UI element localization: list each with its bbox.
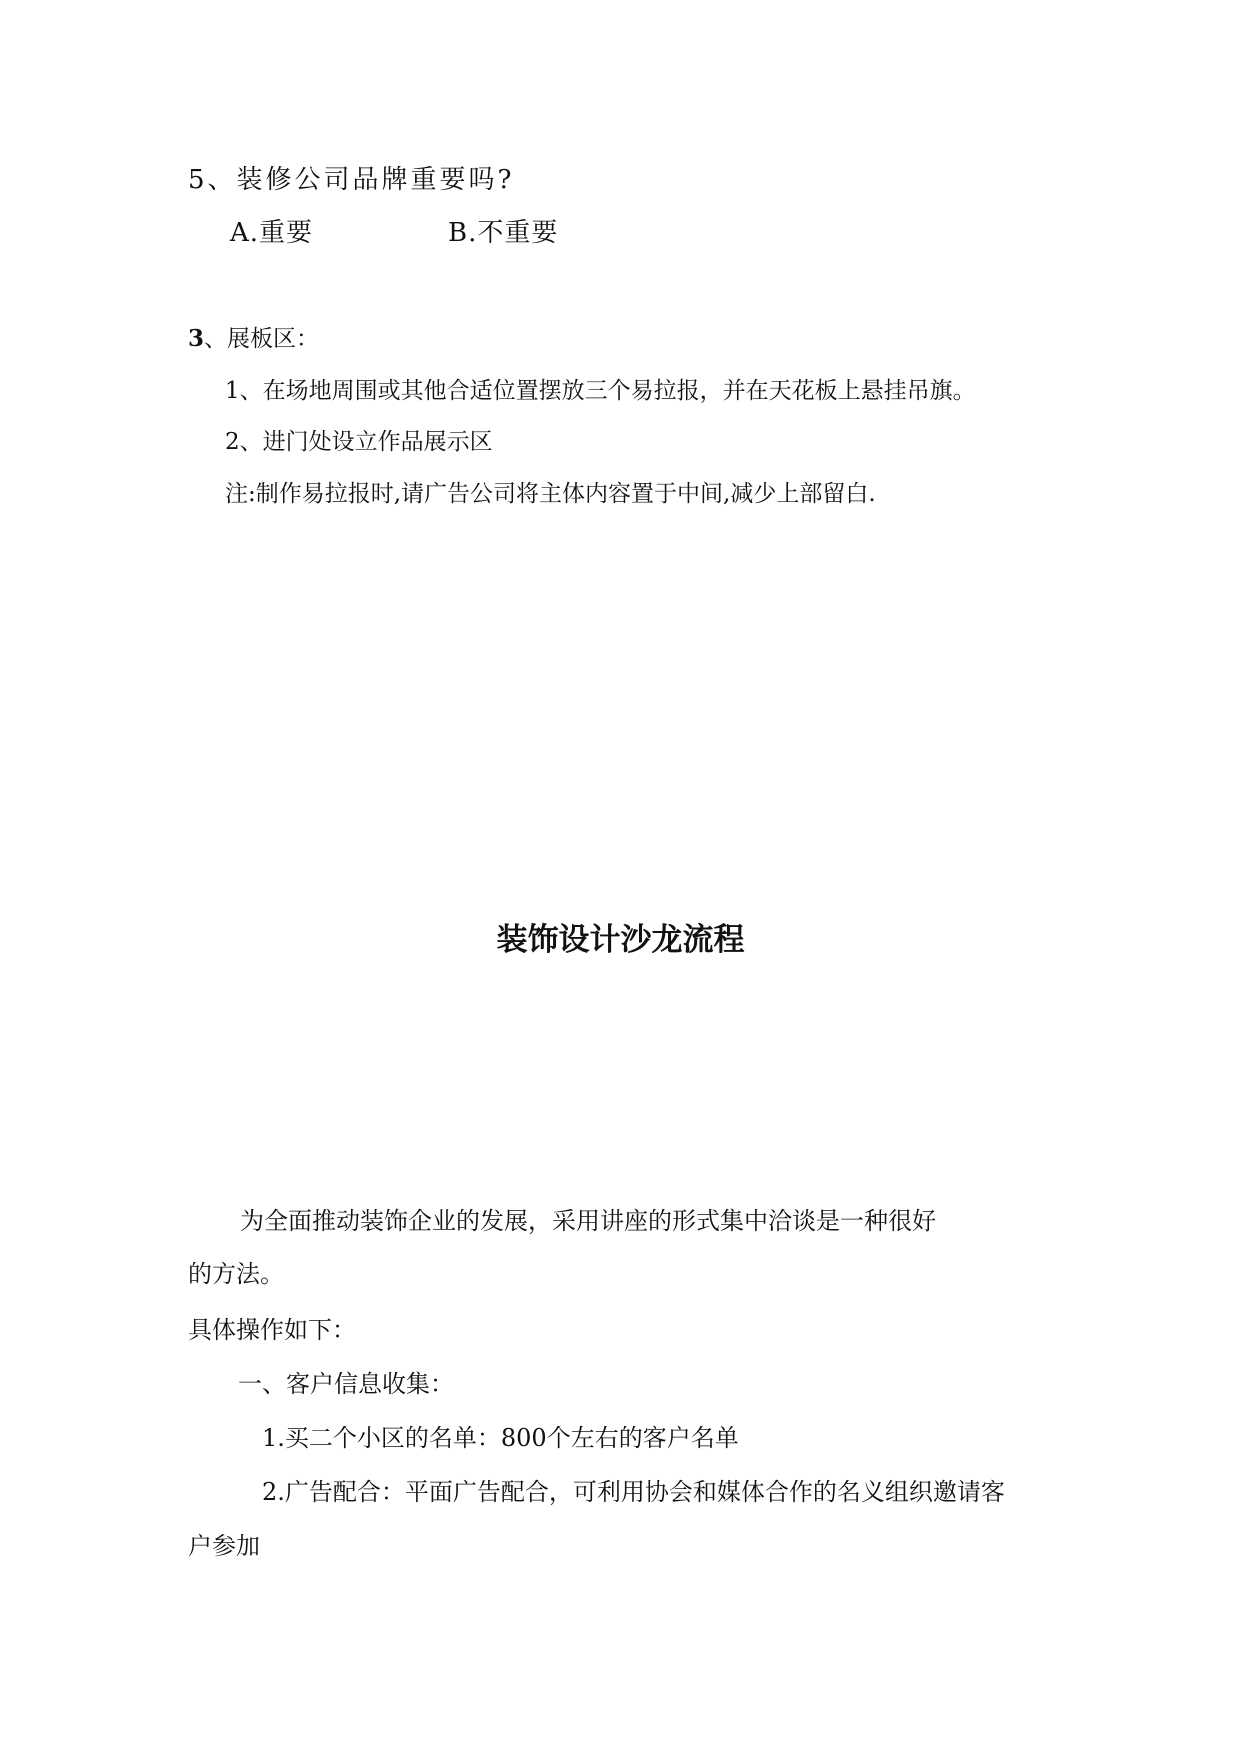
intro-line-2: 的方法。: [188, 1260, 284, 1288]
option-b: B.不重要: [448, 218, 559, 248]
intro-line-1: 为全面推动装饰企业的发展，采用讲座的形式集中洽谈是一种很好: [240, 1207, 936, 1235]
option-a: A.重要: [230, 218, 314, 248]
question-title: 5、装修公司品牌重要吗?: [188, 165, 515, 195]
salon-title: 装饰设计沙龙流程: [496, 922, 745, 958]
section-3-heading: [188, 327, 319, 351]
section-3-heading-text: 、展板区：: [204, 326, 320, 352]
section-3-number: 3: [188, 325, 205, 352]
step-1-item-1: 1.买二个小区的名单：800个左右的客户名单: [262, 1424, 739, 1452]
operations-heading: 具体操作如下：: [188, 1316, 356, 1344]
step-1-heading: 一、客户信息收集：: [238, 1370, 454, 1398]
step-1-item-2-line-2: 户参加: [188, 1532, 260, 1560]
step-1-item-2-line-1: 2.广告配合：平面广告配合，可利用协会和媒体合作的名义组织邀请客: [262, 1478, 1005, 1506]
section-3-item-2: 2、进门处设立作品展示区: [225, 429, 493, 455]
section-3-note: 注:制作易拉报时,请广告公司将主体内容置于中间,减少上部留白.: [225, 481, 876, 507]
section-3-item-1: 1、在场地周围或其他合适位置摆放三个易拉报，并在天花板上悬挂吊旗。: [225, 378, 976, 404]
